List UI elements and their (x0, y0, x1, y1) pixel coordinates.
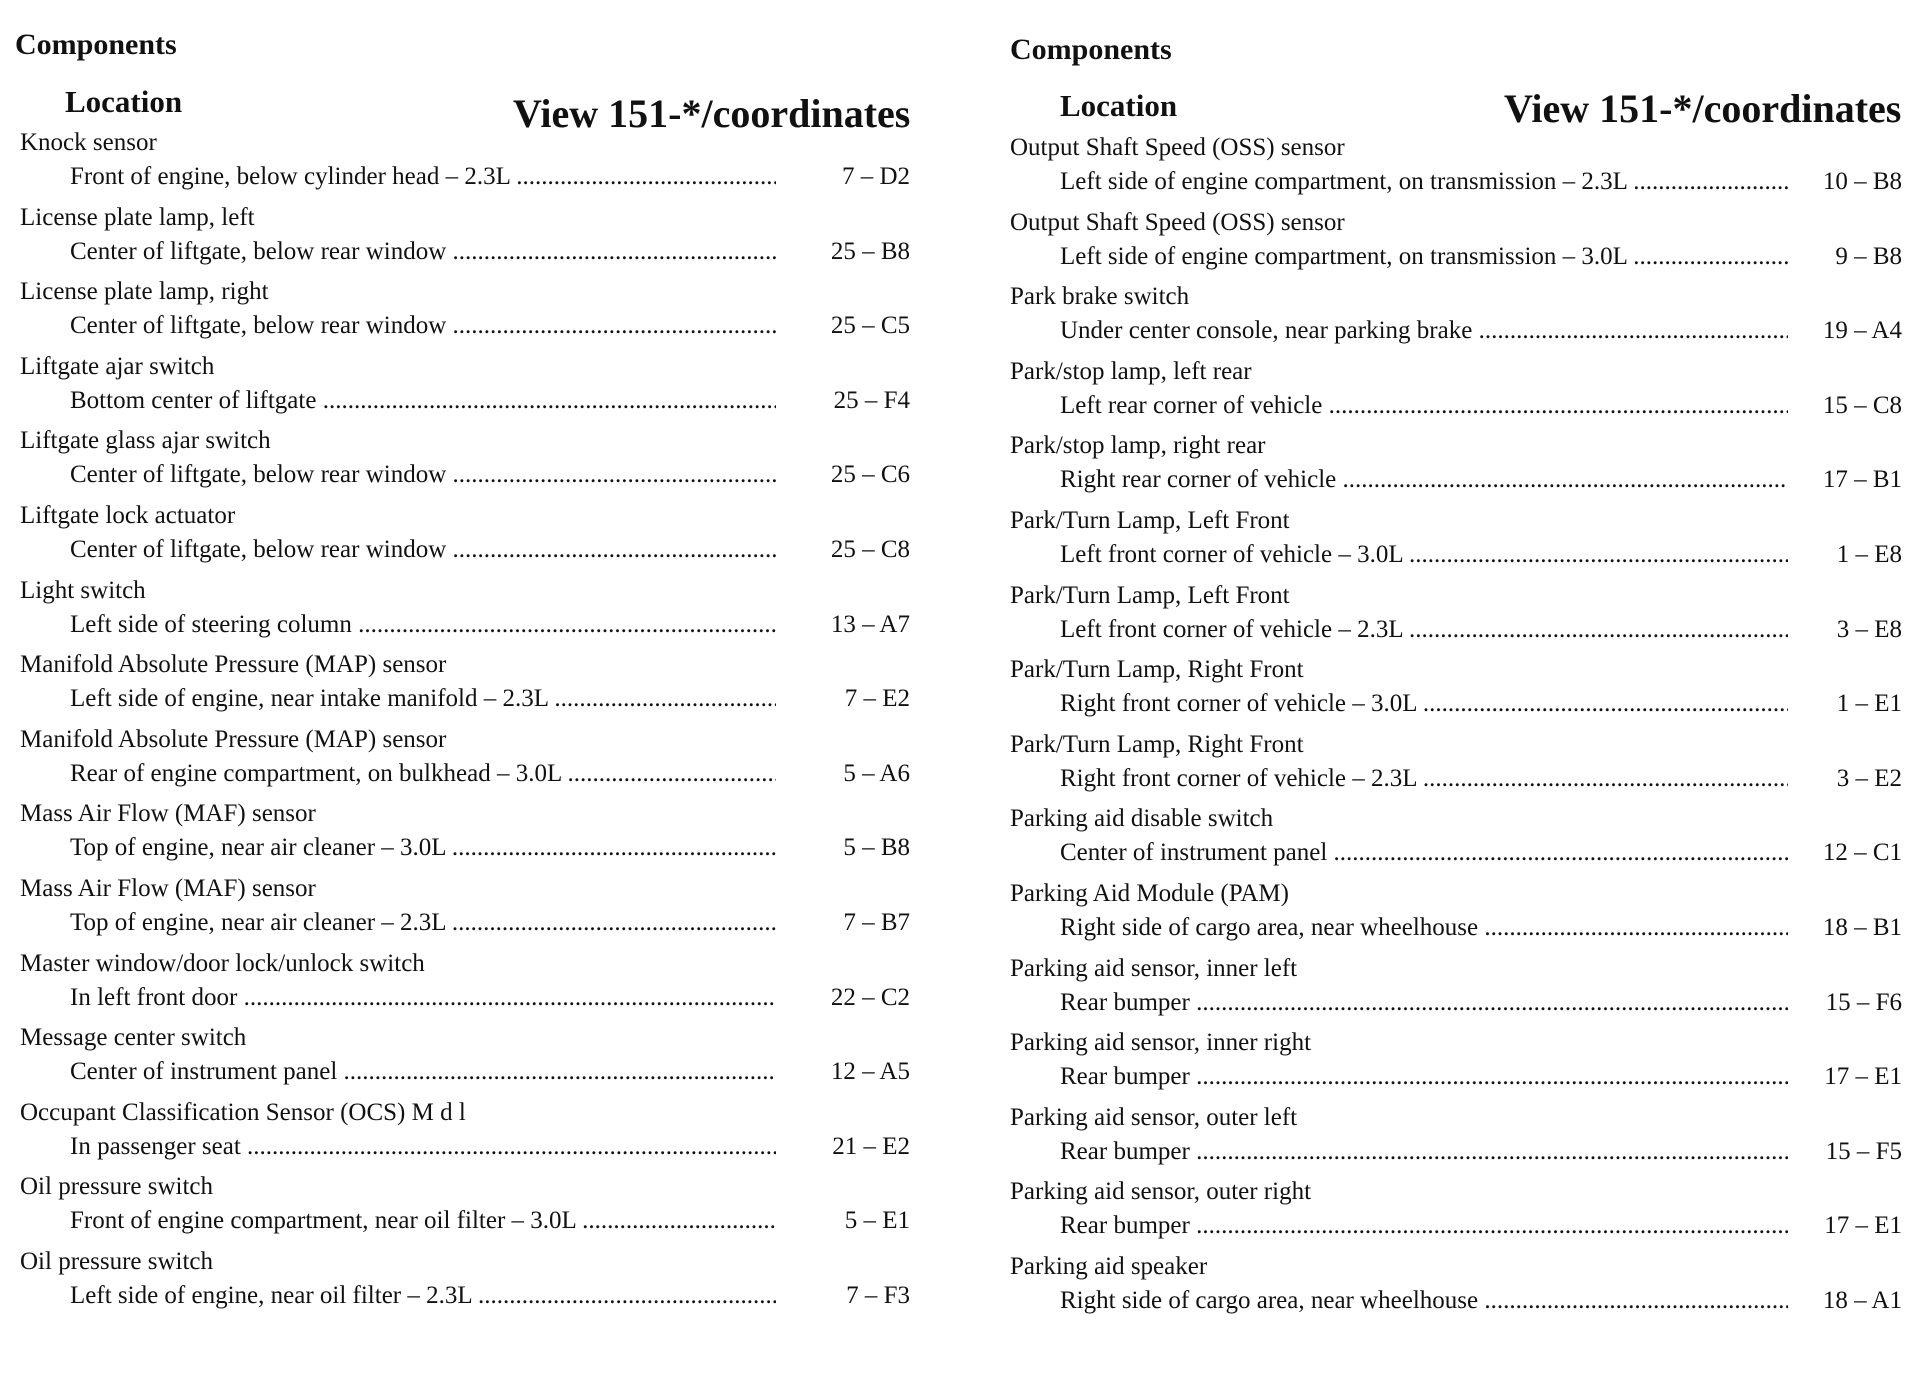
component-entry (20, 128, 910, 203)
view-coordinate: 25 – F4 (833, 386, 910, 414)
view-coordinate: 25 – C6 (830, 461, 910, 489)
location-header: Location (1060, 88, 1178, 123)
component-entry (1010, 282, 1900, 357)
component-name: Parking aid sensor, inner left (1010, 954, 1298, 982)
component-name: Parking aid sensor, outer left (1010, 1103, 1298, 1131)
view-coordinate: 3 – E8 (1836, 615, 1902, 643)
component-entry (20, 1023, 910, 1098)
component-entry (20, 352, 910, 427)
component-name: Parking aid sensor, inner right (1010, 1029, 1312, 1057)
component-location: Rear of engine compartment, on bulkhead – 3.0L ..... (70, 759, 776, 789)
component-entry (20, 874, 910, 949)
view-coordinate: 12 – A5 (830, 1058, 910, 1086)
component-location: Right side of cargo area, near wheelhouse ..... (1060, 913, 1788, 943)
component-name: Liftgate lock actuator (20, 501, 236, 529)
view-coordinate: 17 – B1 (1822, 466, 1902, 494)
component-name: Master window/door lock/unlock switch (20, 949, 425, 977)
view-coordinate: 22 – C2 (830, 983, 910, 1011)
view-coordinate: 25 – C5 (830, 312, 910, 340)
component-name: Park/stop lamp, left rear (1010, 357, 1252, 385)
view-coordinate: 25 – C8 (830, 535, 910, 563)
component-location: Front of engine, below cylinder head – 2.3L ..... (70, 162, 776, 192)
component-name: Knock sensor (20, 129, 157, 156)
view-coordinate: 5 – E1 (844, 1207, 910, 1235)
component-entry (20, 426, 910, 501)
component-list (20, 128, 910, 1322)
view-coordinates-header: View 151-*/coordinates (1504, 86, 1902, 131)
component-entry (1010, 1252, 1900, 1327)
component-location: In left front door ..... (70, 983, 776, 1013)
component-name: License plate lamp, left (20, 203, 255, 231)
component-location: Left side of steering column ..... (70, 610, 776, 640)
component-name: Mass Air Flow (MAF) sensor (20, 874, 316, 902)
component-name: Park/stop lamp, right rear (1010, 432, 1266, 460)
component-entry (1010, 1028, 1900, 1103)
view-coordinate: 5 – A6 (843, 759, 910, 787)
component-entry (1010, 655, 1900, 730)
component-name: Manifold Absolute Pressure (MAP) sensor (20, 725, 447, 753)
view-coordinate: 7 – E2 (844, 685, 910, 713)
component-location: Left rear corner of vehicle ..... (1060, 391, 1788, 421)
view-coordinates-header: View 151-*/coordinates (513, 91, 911, 136)
component-location: Front of engine compartment, near oil filter – 3.0L ..... (70, 1206, 776, 1236)
section-title: Components (1010, 33, 1172, 66)
component-name: Mass Air Flow (MAF) sensor (20, 800, 316, 828)
component-entry (20, 1098, 910, 1173)
component-name: Message center switch (20, 1024, 247, 1052)
location-header: Location (65, 84, 183, 119)
view-coordinate: 7 – F3 (846, 1281, 910, 1309)
component-name: Oil pressure switch (20, 1247, 214, 1275)
component-name: Occupant Classification Sensor (OCS) M d l (20, 1098, 466, 1126)
component-location: Center of instrument panel ..... (1060, 838, 1788, 868)
component-entry (20, 799, 910, 874)
component-location: Left front corner of vehicle – 3.0L ..... (1060, 540, 1788, 570)
component-entry (20, 576, 910, 651)
view-coordinate: 15 – C8 (1822, 391, 1902, 419)
view-coordinate: 18 – A1 (1822, 1286, 1902, 1314)
view-coordinate: 13 – A7 (830, 610, 910, 638)
component-entry (1010, 879, 1900, 954)
component-location: Rear bumper ..... (1060, 988, 1788, 1018)
view-coordinate: 1 – E8 (1836, 540, 1902, 568)
component-entry (20, 501, 910, 576)
component-name: Parking aid sensor, outer right (1010, 1178, 1312, 1206)
component-entry (1010, 1103, 1900, 1178)
component-location: Left side of engine compartment, on transmission – 3.0L ..... (1060, 242, 1788, 272)
component-location: In passenger seat ..... (70, 1132, 776, 1162)
component-entry (1010, 357, 1900, 432)
component-location: Center of liftgate, below rear window ..... (70, 460, 776, 490)
component-location: Right front corner of vehicle – 3.0L ..... (1060, 689, 1788, 719)
component-location: Center of liftgate, below rear window ..... (70, 311, 776, 341)
component-name: Output Shaft Speed (OSS) sensor (1010, 208, 1345, 236)
component-location: Center of liftgate, below rear window ..... (70, 535, 776, 565)
section-title: Components (15, 28, 177, 61)
component-location: Center of instrument panel ..... (70, 1057, 776, 1087)
view-coordinate: 3 – E2 (1836, 764, 1902, 792)
component-entry (1010, 730, 1900, 805)
component-location: Left side of engine compartment, on transmission – 2.3L ..... (1060, 167, 1788, 197)
component-location: Left front corner of vehicle – 2.3L ..... (1060, 615, 1788, 645)
component-location: Center of liftgate, below rear window ..... (70, 237, 776, 267)
component-location: Bottom center of liftgate ..... (70, 386, 776, 416)
view-coordinate: 7 – B7 (843, 908, 910, 936)
component-entry (1010, 581, 1900, 656)
view-coordinate: 21 – E2 (832, 1132, 910, 1160)
component-name: Manifold Absolute Pressure (MAP) sensor (20, 651, 447, 679)
component-entry (1010, 1177, 1900, 1252)
component-name: Park/Turn Lamp, Left Front (1010, 506, 1290, 534)
component-list (1010, 133, 1900, 1327)
component-entry (20, 1247, 910, 1322)
component-name: Parking aid speaker (1010, 1252, 1208, 1280)
component-entry (20, 277, 910, 352)
component-entry (20, 1172, 910, 1247)
view-coordinate: 25 – B8 (830, 237, 910, 265)
component-entry (20, 949, 910, 1024)
view-coordinate: 15 – F5 (1825, 1137, 1902, 1165)
component-name: Park brake switch (1010, 283, 1190, 311)
view-coordinate: 5 – B8 (843, 834, 910, 862)
component-entry (20, 725, 910, 800)
component-name: Parking Aid Module (PAM) (1010, 879, 1289, 907)
component-location: Right rear corner of vehicle ..... (1060, 465, 1788, 495)
component-location: Rear bumper ..... (1060, 1211, 1788, 1241)
component-name: Park/Turn Lamp, Right Front (1010, 730, 1304, 758)
component-entry (1010, 804, 1900, 879)
component-name: Output Shaft Speed (OSS) sensor (1010, 134, 1345, 161)
view-coordinate: 19 – A4 (1822, 317, 1902, 345)
component-location: Right front corner of vehicle – 2.3L ..... (1060, 764, 1788, 794)
view-coordinate: 17 – E1 (1824, 1063, 1902, 1091)
component-location: Under center console, near parking brake ..... (1060, 316, 1788, 346)
component-location: Left side of engine, near intake manifold – 2.3L ..... (70, 684, 776, 714)
component-name: Light switch (20, 576, 146, 604)
component-entry (20, 203, 910, 278)
component-entry (20, 650, 910, 725)
view-coordinate: 12 – C1 (1822, 839, 1902, 867)
component-name: Liftgate glass ajar switch (20, 427, 271, 455)
component-entry (1010, 208, 1900, 283)
view-coordinate: 18 – B1 (1822, 913, 1902, 941)
component-name: License plate lamp, right (20, 278, 269, 306)
component-location: Right side of cargo area, near wheelhouse ..... (1060, 1286, 1788, 1316)
component-name: Oil pressure switch (20, 1173, 214, 1201)
component-entry (1010, 133, 1900, 208)
view-coordinate: 10 – B8 (1822, 168, 1902, 195)
component-entry (1010, 431, 1900, 506)
component-location: Left side of engine, near oil filter – 2.3L ..... (70, 1281, 776, 1311)
view-coordinate: 15 – F6 (1825, 988, 1902, 1016)
component-location: Rear bumper ..... (1060, 1062, 1788, 1092)
component-entry (1010, 954, 1900, 1029)
component-location: Rear bumper ..... (1060, 1137, 1788, 1167)
component-name: Parking aid disable switch (1010, 805, 1274, 833)
view-coordinate: 17 – E1 (1824, 1212, 1902, 1240)
component-location: Top of engine, near air cleaner – 2.3L ..... (70, 908, 776, 938)
component-entry (1010, 506, 1900, 581)
component-name: Park/Turn Lamp, Right Front (1010, 656, 1304, 684)
view-coordinate: 1 – E1 (1836, 690, 1902, 718)
component-name: Liftgate ajar switch (20, 352, 215, 380)
view-coordinate: 7 – D2 (841, 163, 910, 190)
component-name: Park/Turn Lamp, Left Front (1010, 581, 1290, 609)
component-location: Top of engine, near air cleaner – 3.0L ..... (70, 833, 776, 863)
view-coordinate: 9 – B8 (1835, 242, 1902, 270)
